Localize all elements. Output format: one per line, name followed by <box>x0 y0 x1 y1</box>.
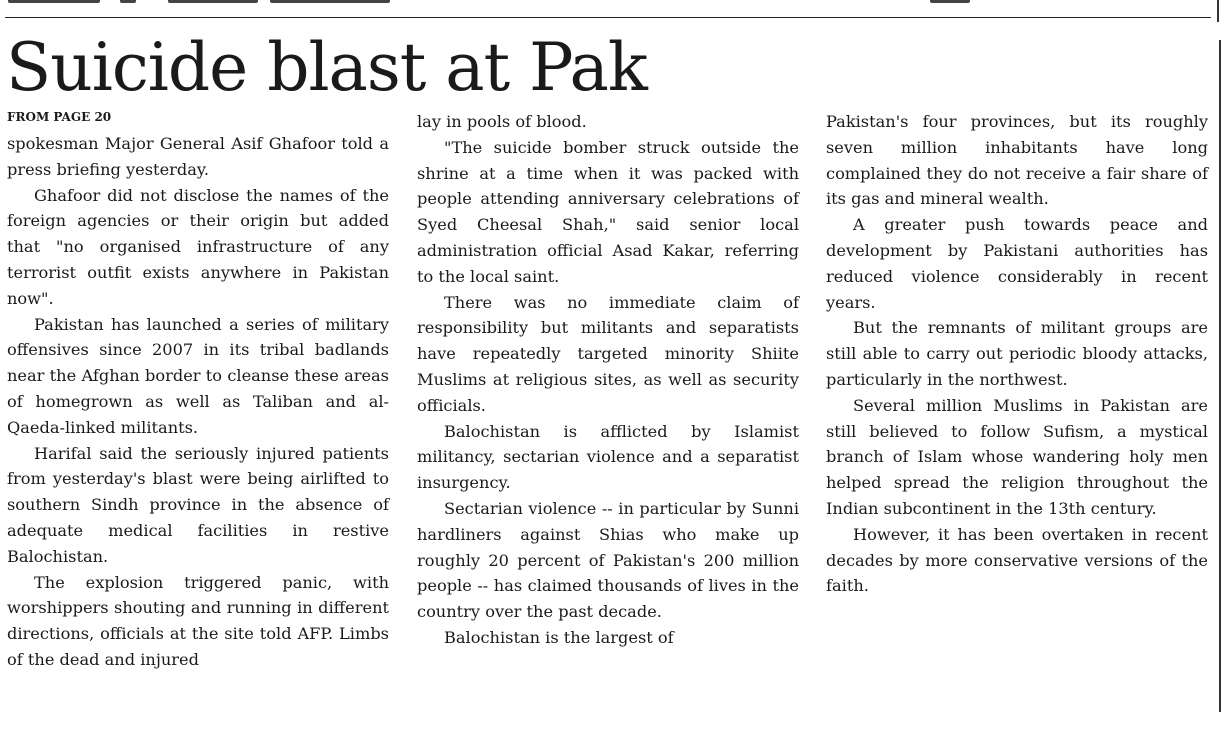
right-border-lower <box>1219 40 1221 712</box>
paragraph: "The suicide bomber struck outside the shrine at a time when it was packed with people attending anniversary celebrations of Syed Cheesal Shah," said senior local administration official Asad Kakar, referring to the local saint. <box>417 137 799 286</box>
paragraph: Sectarian violence -- in particular by Sunni hardliners against Shias who make up roughly 20 percent of Pakistan's 200 million people -- has claimed thousands of lives in the country over the past decade. <box>417 498 799 622</box>
paragraph: lay in pools of blood. <box>417 112 587 131</box>
paragraph: But the remnants of militant groups are still able to carry out periodic bloody attacks, particularly in the northwest. <box>826 318 1208 389</box>
paragraph: spokesman Major General Asif Ghafoor told a press briefing yesterday. <box>7 134 389 179</box>
paragraph: Balochistan is afflicted by Islamist militancy, sectarian violence and a separatist insurgency. <box>417 421 799 493</box>
article-column-2 <box>417 109 799 651</box>
paragraph: There was no immediate claim of responsibility but militants and separatists have repeatedly targeted minority Shiite Muslims at religious sites, as well as security officials. <box>417 292 799 415</box>
dateline: FROM PAGE 20 <box>7 110 112 124</box>
header-rule <box>5 17 1211 18</box>
paragraph: The explosion triggered panic, with worshippers shouting and running in different directions, officials at the site told AFP. Limbs of the dead and injured <box>7 572 389 669</box>
cropped-header-strip <box>0 0 1223 6</box>
paragraph: However, it has been overtaken in recent decades by more conservative versions of the faith. <box>826 524 1208 596</box>
paragraph: Harifal said the seriously injured patients from yesterday's blast were being airlifted to southern Sindh province in the absence of adequate medical facilities in restive Balochistan. <box>7 443 389 566</box>
article-column-1 <box>7 131 389 673</box>
paragraph: Several million Muslims in Pakistan are still believed to follow Sufism, a mystical branch of Islam whose wandering holy men helped spread the religion throughout the Indian subcontinent in the 13th century. <box>826 395 1208 518</box>
paragraph: Balochistan is the largest of <box>444 627 674 647</box>
paragraph: Pakistan has launched a series of military offensives since 2007 in its tribal badlands near the Afghan border to cleanse these areas of homegrown as well as Taliban and al-Qaeda-linked militants. <box>7 314 389 437</box>
article-column-3 <box>826 109 1208 599</box>
paragraph: Ghafoor did not disclose the names of the foreign agencies or their origin but added that "no organised infrastructure of any terrorist outfit exists anywhere in Pakistan now". <box>7 185 389 308</box>
right-border-top <box>1217 0 1219 22</box>
paragraph: A greater push towards peace and development by Pakistani authorities has reduced violence considerably in recent years. <box>826 215 1208 312</box>
paragraph: Pakistan's four provinces, but its roughly seven million inhabitants have long complained they do not receive a fair share of its gas and mineral wealth. <box>826 112 1208 209</box>
article-headline: Suicide blast at Pak <box>6 29 647 106</box>
